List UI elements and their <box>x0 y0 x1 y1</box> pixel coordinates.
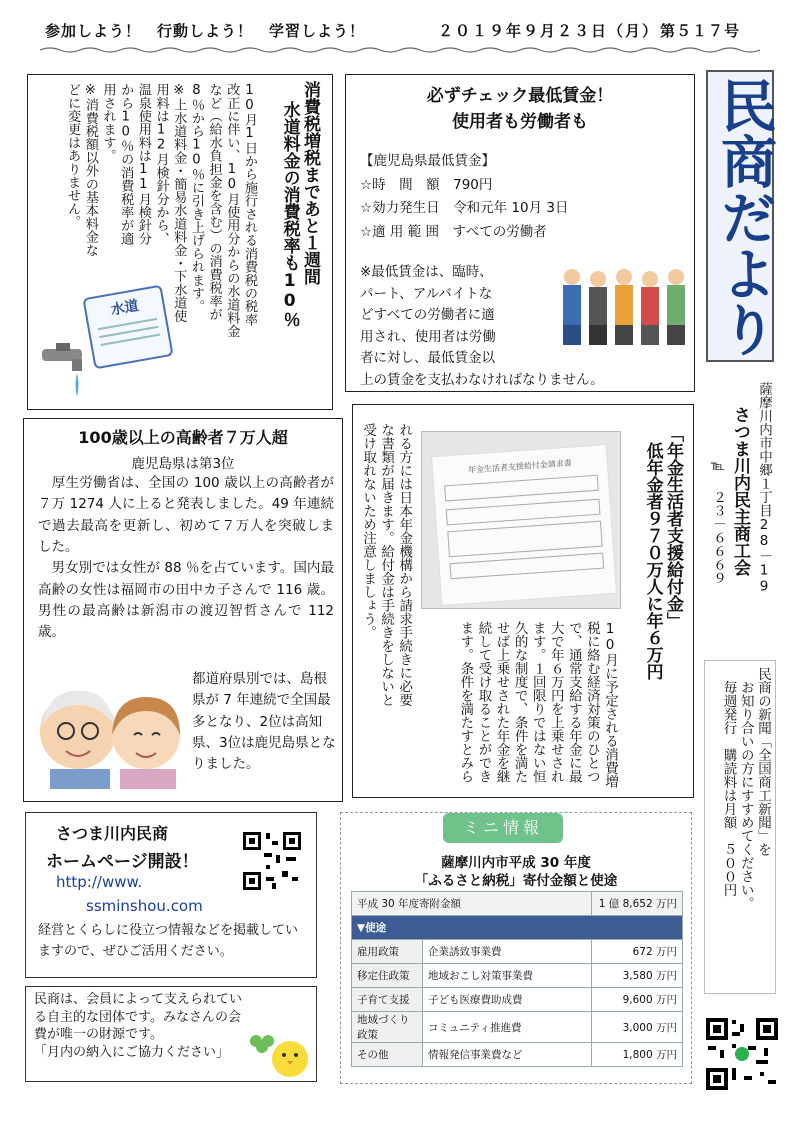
masthead-address: 薩摩川内市中郷１丁目28－19 <box>756 382 772 595</box>
elderly-couple-illustration <box>30 669 190 789</box>
homepage-body: 経営とくらしに役立つ情報などを掲載していますので、ぜひご活用ください。 <box>38 923 299 959</box>
wage-title-line1: 必ずチェック最低賃金！ <box>426 86 614 106</box>
header-divider <box>40 46 770 54</box>
minimum-wage-article <box>345 74 695 392</box>
tax-article <box>27 74 333 410</box>
chick-illustration <box>248 1027 310 1079</box>
furusato-tax-table <box>351 891 683 1067</box>
pension-body-top: 10月に予定される消費増 税に絡む経済対策のひとつ で、通常支給する年金に最 大で年６万円を上乗せされ ます。１回限りではない恒 久的な制度で、条件を満た せば上乗せされた年金を継 続して受け取ることができ ます。条件を満たすとみら <box>457 621 618 788</box>
row-amount: 1,800 万円 <box>592 1043 683 1067</box>
water-bill-illustration <box>82 285 173 370</box>
pension-form-photo <box>421 431 621 609</box>
homepage-qr-code-icon[interactable] <box>242 831 302 891</box>
row-item: 企業誘致事業費 <box>423 940 592 964</box>
table-row <box>352 1043 683 1067</box>
centenarian-body-prefecture: 都道府県別では、島根県が 7 年連続で全国最多となり、2位は高知県、3位は鹿児島県となりました。 <box>192 671 336 773</box>
table-row <box>352 964 683 988</box>
dues-body: 民商は、会員によって支えられている自主的な団体です。みなさんの会費が唯一の財源です。 「月内の納入にご協力ください」 <box>34 992 243 1060</box>
row-category: 子育て支援 <box>352 988 423 1012</box>
centenarian-subtitle: 鹿児島県は第3位 <box>131 456 235 472</box>
pension-article <box>352 404 694 798</box>
row-category: 地域づくり政策 <box>352 1012 423 1043</box>
homepage-url-part2[interactable]: ssminshou.com <box>86 897 203 915</box>
row-item: 地域おこし対策事業費 <box>423 964 592 988</box>
row-amount: 3,000 万円 <box>592 1012 683 1043</box>
row-amount: 9,600 万円 <box>592 988 683 1012</box>
header-slogan: 参加しよう！ 行動しよう！ 学習しよう！ <box>45 22 366 40</box>
masthead-title: 民商だより <box>712 77 777 357</box>
homepage-org: さつま川内民商 <box>56 824 169 843</box>
tax-article-body: 10月1日から施行される消費税の税率 改正に伴い、10月使用分からの水道料金 など（給水負担金を含む）の消費税率が 8％から10％に引き上げられます。 ※上水道料金・簡易水道料金・下水道使 用料は12月検針分から、 温泉使用料は11月検針分 から10％の消費税率が適 用されます。 ※消費税額以外の基本料金な どに変更はありません。 <box>65 83 257 338</box>
mini-info-title-line1: 薩摩川内市平成 30 年度 <box>441 855 591 871</box>
wage-title-line2: 使用者も労働者も <box>452 112 588 133</box>
pension-title: 「年金生活者支援給付金」 低年金者９７０万人に年６万円 <box>642 425 683 680</box>
pension-body-bottom: れる方には日本年金機構から請求手続きに必要 な書類が届きます。給付金は手続きをしないと 受け取れないため注意しましょう。 <box>360 423 413 707</box>
section-label: ▼使途 <box>352 916 683 940</box>
homepage-announcement: ホームページ開設！ <box>46 852 199 872</box>
newspaper-ad <box>704 660 776 994</box>
wage-details: 【鹿児島県最低賃金】 ☆時 間 額 790円 ☆効力発生日 令和元年 10月 3日 ☆適 用 範 囲 すべての労働者 <box>360 153 569 240</box>
homepage-notice <box>25 812 317 978</box>
row-amount: 672 万円 <box>592 940 683 964</box>
mini-info <box>340 812 692 1084</box>
row-category: 雇用政策 <box>352 940 423 964</box>
table-row <box>352 1012 683 1043</box>
row-item: 情報発信事業費など <box>423 1043 592 1067</box>
pension-form-label: 年金生活者支援給付金請求書 <box>467 458 573 475</box>
table-total-row <box>352 892 683 916</box>
centenarian-title: 100歳以上の高齢者７万人超 <box>78 428 288 447</box>
masthead-org: さつま川内民主商工会 <box>730 406 750 576</box>
masthead-contact <box>704 372 776 652</box>
workers-illustration <box>560 263 692 347</box>
wage-note: ※最低賃金は、臨時、 パート、アルバイトな どすべての労働者に適 用され、使用者は労働 者に対し、最低賃金以 上の賃金を支払わなければなりません。 <box>360 264 604 388</box>
line-qr-code-icon[interactable] <box>704 1016 780 1092</box>
newspaper-ad-text: 民商の新聞「全国商工新聞」を お知り合いの方にすすめてください。 毎週発行 購読料は月額 ５００円 <box>720 667 771 910</box>
homepage-url-part1[interactable]: http://www. <box>56 873 143 891</box>
row-category: その他 <box>352 1043 423 1067</box>
dues-notice <box>25 986 317 1082</box>
faucet-icon <box>38 341 94 405</box>
header-issue: 第５１７号 <box>660 22 741 40</box>
masthead <box>706 70 777 362</box>
table-row <box>352 988 683 1012</box>
centenarian-body: 厚生労働省は、全国の 100 歳以上の高齢者が ７万 1274 人に上ると発表しました。49 年連続で過去最高を更新し、初めて７万人を突破しました。 男女別では女性が 88 ％を占ています。国内最高齢の女性は福岡市の田中カ子さんで 116 歳。男性の最高齢は新潟市の渡辺智哲さんで 112 歳。 <box>38 475 334 641</box>
total-value: 1 億 8,652 万円 <box>592 892 683 916</box>
masthead-tel: ℡ ２３－６６６９ <box>710 458 726 585</box>
tax-article-title: 消費税増税まであと１週間 水道料金の消費税率も10％ <box>279 81 320 328</box>
mini-info-tag: ミニ情報 <box>443 813 563 843</box>
centenarian-article <box>23 418 343 802</box>
row-item: コミュニティ推進費 <box>423 1012 592 1043</box>
row-item: 子ども医療費助成費 <box>423 988 592 1012</box>
total-label: 平成 30 年度寄附金額 <box>352 892 592 916</box>
wage-title <box>346 83 694 136</box>
row-category: 移定住政策 <box>352 964 423 988</box>
table-section-row <box>352 916 683 940</box>
table-row <box>352 940 683 964</box>
mini-info-title-line2: 「ふるさと納税」寄付金額と使途 <box>414 873 618 889</box>
header-date: ２０１９年９月２３日（月） <box>438 22 660 40</box>
water-bill-label: 水道 <box>109 297 140 319</box>
row-amount: 3,580 万円 <box>592 964 683 988</box>
